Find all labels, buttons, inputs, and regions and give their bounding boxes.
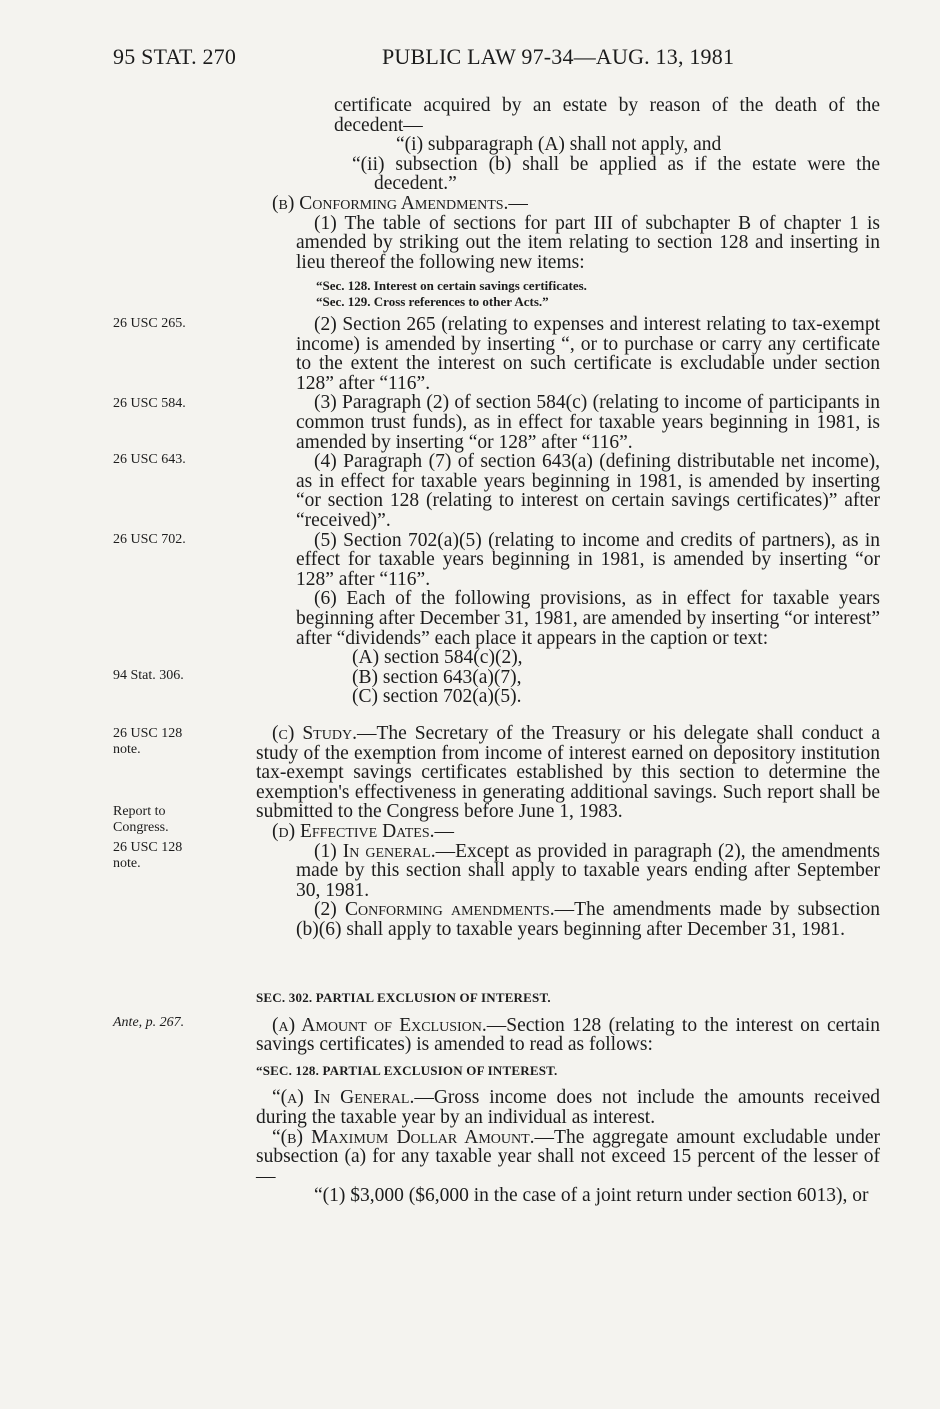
paragraph: (5) Section 702(a)(5) (relating to income and credits of partners), as in effect for taxable years beginning in 1981, is amended by inserting “or 128” after “116”. [296, 529, 880, 590]
paragraph: (4) Paragraph (7) of section 643(a) (defining distributable net income), as in effect for taxable years beginning in 1981, is amended by inserting “or section 128 (relating to interest on certain savings certificates)” after “received)”. [296, 451, 880, 531]
paragraph-text: —The amendments made by subsection (b)(6) shall apply to taxable years beginning after December 31, 1981. [296, 899, 880, 940]
heading-text: (c) Study. [272, 723, 357, 744]
section-heading [256, 194, 880, 214]
body-block-study [256, 724, 880, 940]
list-item: (A) section 584(c)(2), [352, 647, 523, 669]
paragraph [256, 900, 880, 939]
heading-text: (b) Conforming Amendments.— [272, 192, 528, 214]
paragraph: certificate acquired by an estate by reason of the death of the decedent— [334, 95, 880, 136]
heading-text: (1) In general. [314, 840, 436, 862]
heading-text: “(a) In General. [272, 1087, 415, 1109]
margin-note: 26 USC 702. [113, 532, 186, 547]
paragraph [256, 724, 880, 822]
paragraph [256, 1128, 880, 1187]
paragraph [256, 1016, 880, 1055]
page-header-left: 95 STAT. 270 [113, 44, 237, 69]
heading-text: (a) Amount of Exclusion. [272, 1014, 487, 1036]
paragraph [256, 1088, 880, 1127]
section-title: SEC. 302. PARTIAL EXCLUSION OF INTEREST. [256, 990, 551, 1005]
heading-text: (2) Conforming amendments. [314, 899, 555, 921]
toc-entry: “Sec. 129. Cross references to other Acts.” [316, 294, 549, 310]
list-item: (C) section 702(a)(5). [352, 686, 522, 708]
section-heading [256, 822, 880, 842]
margin-note: Ante, p. 267. [113, 1015, 185, 1030]
paragraph-text: —The Secretary of the Treasury or his delegate shall conduct a study of the exemption from income of interest earned on depository institution tax-exempt savings certificates established by this section to determine the exemption's effectiveness in generating additional savings. Such report shall be submitted to the Congress before June 1, 1983. [256, 723, 880, 823]
margin-note: 94 Stat. 306. [113, 668, 184, 683]
list-item: (B) section 643(a)(7), [352, 666, 522, 688]
paragraph-text: —The aggregate amount excludable under subsection (a) for any taxable year shall not exceed 15 percent of the lesser of— [256, 1126, 880, 1187]
paragraph: (6) Each of the following provisions, as in effect for taxable years beginning after December 31, 1981, are amended by inserting “or interest” after “dividends” each place it appears in the caption or text: [296, 588, 880, 649]
section-title: “SEC. 128. PARTIAL EXCLUSION OF INTEREST. [256, 1062, 558, 1078]
heading-text: (d) Effective Dates.— [272, 820, 455, 842]
paragraph: “(ii) subsection (b) shall be applied as if the estate were the decedent.” [352, 153, 880, 195]
body-block-sec302 [256, 988, 880, 1206]
paragraph: (1) The table of sections for part III of subchapter B of chapter 1 is amended by striking out the item relating to section 128 and inserting in lieu thereof the following new items: [296, 212, 880, 273]
paragraph: (2) Section 265 (relating to expenses and interest relating to tax-exempt income) is amended by inserting “, or to purchase or carry any certificate to the extent the interest on such certificate is excludable under section 128” after “116”. [296, 314, 880, 394]
paragraph: “(i) subparagraph (A) shall not apply, and [396, 134, 722, 156]
heading-text: “(b) Maximum Dollar Amount. [272, 1126, 535, 1148]
body-block-amendments [256, 315, 880, 707]
paragraph: (3) Paragraph (2) of section 584(c) (relating to income of participants in common trust funds), as in effect for taxable years beginning in 1981, is amended by inserting “or 128” after “116”. [296, 392, 880, 453]
margin-note: 26 USC 265. [113, 316, 186, 331]
margin-note: 26 USC 643. [113, 452, 186, 467]
page-header-title: PUBLIC LAW 97-34—AUG. 13, 1981 [382, 44, 735, 69]
paragraph: “(1) $3,000 ($6,000 in the case of a joint return under section 6013), or [314, 1185, 869, 1207]
margin-note: 26 USC 128 note. [113, 726, 183, 757]
margin-note: Report to Congress. [113, 804, 169, 835]
paragraph [256, 842, 880, 901]
toc-entry: “Sec. 128. Interest on certain savings certificates. [316, 278, 587, 294]
body-block-top [256, 96, 880, 310]
margin-note: 26 USC 584. [113, 396, 186, 411]
paragraph-text: —Section 128 (relating to the interest on certain savings certificates) is amended to read as follows: [256, 1014, 880, 1056]
paragraph-text: —Gross income does not include the amounts received during the taxable year by an individual as interest. [256, 1087, 881, 1128]
paragraph-text: —Except as provided in paragraph (2), the amendments made by this section shall apply to taxable years ending after September 30, 1981. [296, 840, 880, 901]
margin-note: 26 USC 128 note. [113, 840, 183, 871]
